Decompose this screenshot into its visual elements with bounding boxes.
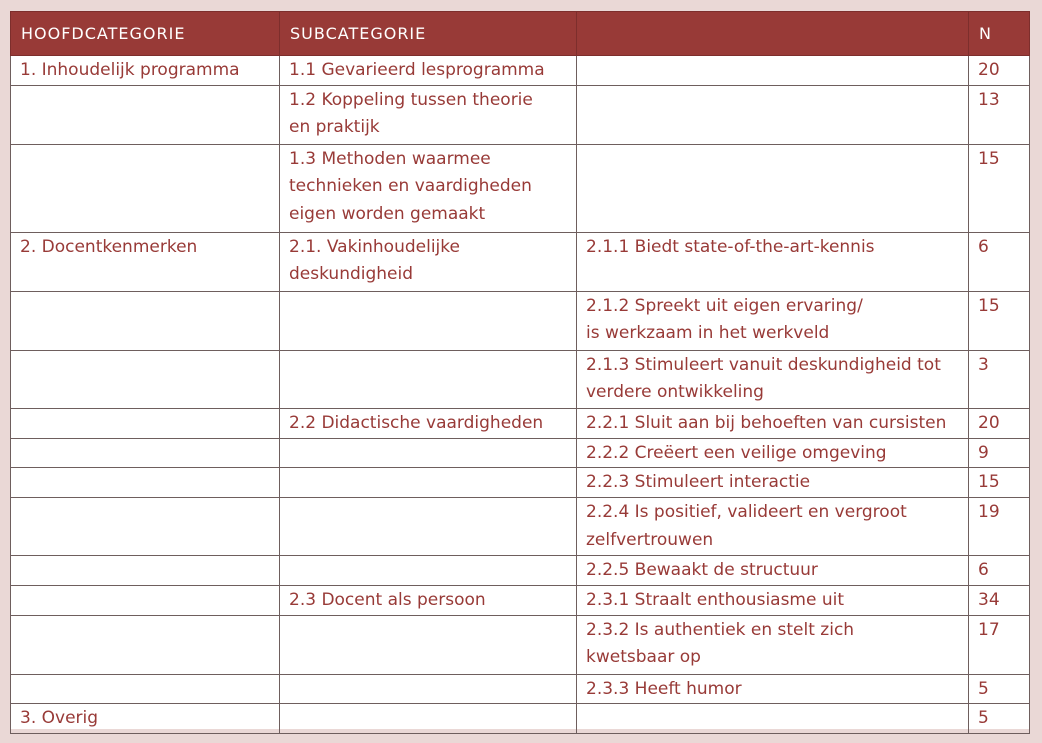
count-value: 34 bbox=[978, 589, 1000, 610]
table-row bbox=[11, 585, 1030, 615]
table-row bbox=[11, 291, 1030, 350]
count-value: 15 bbox=[978, 295, 1000, 316]
detail-cell bbox=[577, 85, 969, 144]
count-value: 15 bbox=[978, 472, 1000, 492]
detail-cell bbox=[577, 408, 969, 438]
detail-text-line: 2.3.1 Straalt enthousiasme uit bbox=[586, 589, 845, 610]
header-hoofdcategorie: HOOFDCATEGORIE bbox=[11, 12, 280, 56]
count-cell bbox=[969, 556, 1030, 586]
hoofdcategorie-cell bbox=[11, 498, 280, 556]
table-row bbox=[11, 498, 1030, 556]
subcategorie-text-line: 2.3 Docent als persoon bbox=[289, 589, 486, 610]
subcategorie-cell bbox=[280, 615, 577, 674]
subcategorie-text-line: 1.3 Methoden waarmee bbox=[289, 148, 491, 169]
detail-cell bbox=[577, 468, 969, 498]
subcategorie-text-line: 1.1 Gevarieerd lesprogramma bbox=[289, 60, 545, 80]
hoofdcategorie-cell bbox=[11, 615, 280, 674]
count-value: 3 bbox=[978, 354, 989, 375]
detail-cell bbox=[577, 291, 969, 350]
hoofdcategorie-text: 2. Docentkenmerken bbox=[20, 236, 198, 257]
hoofdcategorie-cell bbox=[11, 232, 280, 291]
count-value: 6 bbox=[978, 560, 989, 580]
count-value: 13 bbox=[978, 89, 1000, 110]
hoofdcategorie-cell bbox=[11, 704, 280, 734]
count-cell bbox=[969, 438, 1030, 468]
count-cell bbox=[969, 85, 1030, 144]
subcategorie-cell bbox=[280, 85, 577, 144]
table-row bbox=[11, 85, 1030, 144]
header-subcategorie: SUBCATEGORIE bbox=[280, 12, 577, 56]
detail-cell bbox=[577, 350, 969, 408]
count-cell bbox=[969, 408, 1030, 438]
detail-cell bbox=[577, 615, 969, 674]
detail-text-line: 2.2.3 Stimuleert interactie bbox=[586, 472, 811, 492]
count-value: 17 bbox=[978, 619, 1000, 640]
subcategorie-cell bbox=[280, 704, 577, 734]
hoofdcategorie-cell bbox=[11, 85, 280, 144]
hoofdcategorie-cell bbox=[11, 674, 280, 704]
count-value: 6 bbox=[978, 236, 989, 257]
detail-text-line: verdere ontwikkeling bbox=[586, 382, 764, 402]
detail-text-line: 2.1.3 Stimuleert vanuit deskundigheid tot bbox=[586, 354, 941, 375]
table-row bbox=[11, 56, 1030, 86]
hoofdcategorie-text: 1. Inhoudelijk programma bbox=[20, 60, 240, 80]
subcategorie-cell bbox=[280, 468, 577, 498]
subcategorie-cell bbox=[280, 408, 577, 438]
subcategorie-text-line: technieken en vaardigheden bbox=[289, 176, 532, 196]
detail-text-line: 2.2.4 Is positief, valideert en vergroot bbox=[586, 502, 907, 522]
hoofdcategorie-cell bbox=[11, 291, 280, 350]
subcategorie-text-line: 2.1. Vakinhoudelijke bbox=[289, 236, 460, 257]
subcategorie-text-line: en praktijk bbox=[289, 117, 380, 137]
count-cell bbox=[969, 350, 1030, 408]
hoofdcategorie-cell bbox=[11, 350, 280, 408]
table-body bbox=[11, 56, 1030, 734]
count-cell bbox=[969, 56, 1030, 86]
detail-cell bbox=[577, 674, 969, 704]
count-value: 19 bbox=[978, 502, 1000, 522]
count-cell bbox=[969, 704, 1030, 734]
detail-text-line: 2.2.2 Creëert een veilige omgeving bbox=[586, 442, 887, 463]
table-row bbox=[11, 350, 1030, 408]
count-cell bbox=[969, 615, 1030, 674]
count-value: 15 bbox=[978, 148, 1000, 169]
subcategorie-cell bbox=[280, 674, 577, 704]
detail-text-line: is werkzaam in het werkveld bbox=[586, 323, 830, 343]
detail-cell bbox=[577, 144, 969, 232]
subcategorie-cell bbox=[280, 585, 577, 615]
table-row bbox=[11, 144, 1030, 232]
detail-cell bbox=[577, 56, 969, 86]
count-cell bbox=[969, 585, 1030, 615]
detail-cell bbox=[577, 556, 969, 586]
count-value: 20 bbox=[978, 412, 1000, 433]
detail-cell bbox=[577, 585, 969, 615]
subcategorie-cell bbox=[280, 350, 577, 408]
detail-cell bbox=[577, 498, 969, 556]
count-value: 9 bbox=[978, 442, 989, 463]
table-row bbox=[11, 468, 1030, 498]
detail-text-line: zelfvertrouwen bbox=[586, 529, 714, 550]
count-cell bbox=[969, 468, 1030, 498]
table-row bbox=[11, 556, 1030, 586]
category-table-container bbox=[10, 11, 1029, 729]
count-cell bbox=[969, 144, 1030, 232]
detail-text-line: 2.3.3 Heeft humor bbox=[586, 678, 742, 699]
detail-cell bbox=[577, 438, 969, 468]
table-header-row bbox=[11, 12, 1030, 56]
count-value: 5 bbox=[978, 708, 989, 728]
subcategorie-cell bbox=[280, 56, 577, 86]
hoofdcategorie-cell bbox=[11, 585, 280, 615]
hoofdcategorie-text: 3. Overig bbox=[20, 708, 99, 728]
count-cell bbox=[969, 291, 1030, 350]
detail-text-line: 2.1.1 Biedt state-of-the-art-kennis bbox=[586, 236, 875, 257]
subcategorie-cell bbox=[280, 498, 577, 556]
detail-cell bbox=[577, 232, 969, 291]
category-table bbox=[10, 11, 1030, 734]
count-value: 20 bbox=[978, 60, 1000, 80]
subcategorie-text-line: deskundigheid bbox=[289, 264, 414, 284]
header-detail bbox=[577, 12, 969, 56]
count-cell bbox=[969, 232, 1030, 291]
table-row bbox=[11, 438, 1030, 468]
count-cell bbox=[969, 674, 1030, 704]
subcategorie-text-line: eigen worden gemaakt bbox=[289, 203, 486, 224]
count-value: 5 bbox=[978, 678, 989, 699]
hoofdcategorie-cell bbox=[11, 438, 280, 468]
subcategorie-cell bbox=[280, 438, 577, 468]
hoofdcategorie-cell bbox=[11, 468, 280, 498]
hoofdcategorie-cell bbox=[11, 556, 280, 586]
header-n: N bbox=[969, 12, 1030, 56]
table-row bbox=[11, 615, 1030, 674]
subcategorie-cell bbox=[280, 291, 577, 350]
table-row bbox=[11, 674, 1030, 704]
hoofdcategorie-cell bbox=[11, 144, 280, 232]
detail-text-line: 2.2.5 Bewaakt de structuur bbox=[586, 560, 818, 580]
detail-text-line: 2.1.2 Spreekt uit eigen ervaring/ bbox=[586, 295, 863, 316]
subcategorie-cell bbox=[280, 144, 577, 232]
table-row bbox=[11, 232, 1030, 291]
subcategorie-text-line: 2.2 Didactische vaardigheden bbox=[289, 412, 544, 433]
table-row bbox=[11, 408, 1030, 438]
table-row bbox=[11, 704, 1030, 734]
detail-cell bbox=[577, 704, 969, 734]
count-cell bbox=[969, 498, 1030, 556]
subcategorie-text-line: 1.2 Koppeling tussen theorie bbox=[289, 89, 533, 110]
detail-text-line: 2.3.2 Is authentiek en stelt zich bbox=[586, 619, 855, 640]
subcategorie-cell bbox=[280, 556, 577, 586]
hoofdcategorie-cell bbox=[11, 408, 280, 438]
hoofdcategorie-cell bbox=[11, 56, 280, 86]
subcategorie-cell bbox=[280, 232, 577, 291]
detail-text-line: kwetsbaar op bbox=[586, 647, 701, 667]
detail-text-line: 2.2.1 Sluit aan bij behoeften van cursisten bbox=[586, 412, 947, 433]
